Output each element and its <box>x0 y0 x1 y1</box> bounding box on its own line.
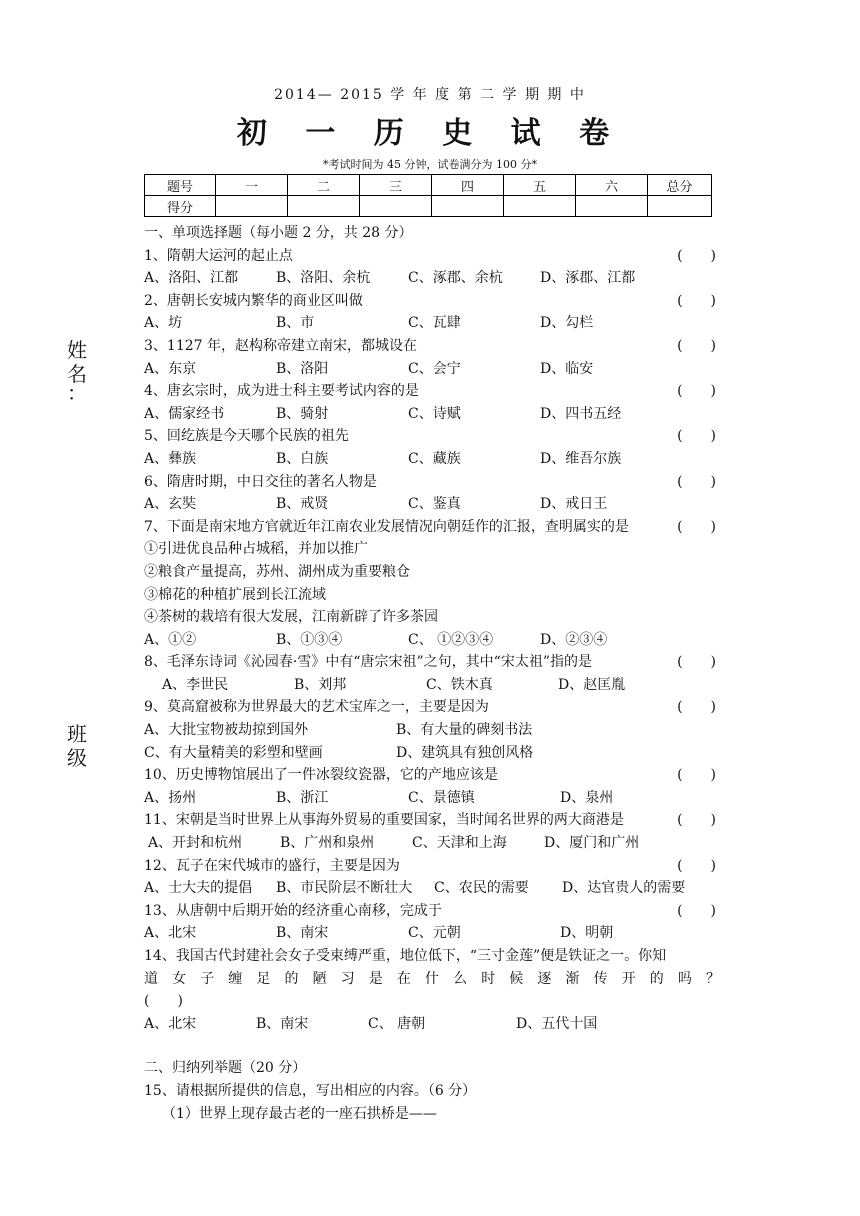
question-text: 7、下面是南宋地方官就近年江南农业发展情况向朝廷作的汇报，查明属实的是 <box>144 518 629 535</box>
option-a: A、大批宝物被劫掠到国外 <box>144 722 309 739</box>
answer-blank[interactable]: ( ) <box>677 383 716 400</box>
option-d: D、勾栏 <box>540 315 594 332</box>
option-b: B、南宋 <box>256 1015 309 1032</box>
option-a: A、玄奘 <box>144 496 197 513</box>
option-a: A、北宋 <box>144 925 197 942</box>
question-text: （1）世界上现存最古老的一座石拱桥是—— <box>162 1105 437 1122</box>
score-header-cell: 四 <box>432 175 504 196</box>
exam-note: *考试时间为 45 分钟，试卷满分为 100 分* <box>323 158 537 171</box>
score-input-cell[interactable] <box>288 196 360 217</box>
option-a: A、洛阳、江都 <box>144 270 239 287</box>
question-options <box>144 832 720 855</box>
option-c: C、诗赋 <box>408 405 461 422</box>
option-a: A、士大夫的提倡 <box>144 880 253 897</box>
answer-blank[interactable]: ( ) <box>677 247 716 264</box>
section-title: 二、归纳列举题（20 分） <box>144 1060 307 1077</box>
answer-blank[interactable]: ( ) <box>677 699 716 716</box>
option-b: B、刘邦 <box>294 676 347 693</box>
question-text: 12、瓦子在宋代城市的盛行，主要是因为 <box>144 857 400 874</box>
option-d: D、达官贵人的需要 <box>562 880 686 897</box>
option-a: A、扬州 <box>144 789 197 806</box>
option-b: B、①③④ <box>276 631 343 648</box>
question-options <box>144 629 720 652</box>
question-options <box>144 358 720 381</box>
answer-blank[interactable]: ( ) <box>677 518 716 535</box>
option-d: D、②③④ <box>540 631 608 648</box>
option-b: B、南宋 <box>276 925 329 942</box>
side-char: 级 <box>67 746 87 770</box>
question-text: 9、莫高窟被称为世界最大的艺术宝库之一，主要是因为 <box>144 699 489 716</box>
side-char: 姓 <box>67 338 87 362</box>
question-options <box>144 922 720 945</box>
question-stem <box>144 425 720 448</box>
option-d: D、维吾尔族 <box>540 450 622 467</box>
option-a: A、①② <box>144 631 197 648</box>
question-options <box>144 877 720 900</box>
exam-term-heading: 2014— 2015 学 年 度 第 二 学 期 期 中 <box>274 87 586 103</box>
option-a: A、东京 <box>144 360 197 377</box>
statement-item: ①引进优良品种占城稻，并加以推广 <box>144 541 368 558</box>
option-a: A、坊 <box>144 315 183 332</box>
question-options <box>144 267 720 290</box>
option-b: B、浙江 <box>276 789 329 806</box>
answer-blank[interactable]: ( ) <box>677 767 716 784</box>
option-c: C、铁木真 <box>426 676 493 693</box>
score-input-cell[interactable] <box>576 196 648 217</box>
score-header-cell: 六 <box>576 175 648 196</box>
option-b: B、洛阳、余杭 <box>276 270 371 287</box>
option-d: D、赵匡胤 <box>558 676 626 693</box>
question-options <box>144 403 720 426</box>
option-c: C、天津和上海 <box>412 835 507 852</box>
question-text: 10、历史博物馆展出了一件冰裂纹瓷器，它的产地应该是 <box>144 767 498 784</box>
score-header-cell: 总分 <box>648 175 712 196</box>
question-text: 5、回纥族是今天哪个民族的祖先 <box>144 428 349 445</box>
option-c: C、元朝 <box>408 925 461 942</box>
option-c: C、景德镇 <box>408 789 475 806</box>
answer-blank[interactable]: ( ) <box>677 812 716 829</box>
option-b: B、市民阶层不断壮大 <box>276 880 413 897</box>
question-stem <box>144 245 720 268</box>
option-c: C、鉴真 <box>408 496 461 513</box>
question-text: 4、唐玄宗时，成为进士科主要考试内容的是 <box>144 383 419 400</box>
question-stem <box>144 516 720 539</box>
score-input-cell[interactable] <box>432 196 504 217</box>
statement-item: ④茶树的栽培有很大发展，江南新辟了许多茶园 <box>144 609 438 626</box>
option-c: C、瓦肆 <box>408 315 461 332</box>
score-input-cell[interactable] <box>360 196 432 217</box>
score-header-cell: 五 <box>504 175 576 196</box>
score-table <box>144 174 712 217</box>
question-options <box>144 1013 720 1036</box>
option-b: B、洛阳 <box>276 360 329 377</box>
question-options <box>144 742 720 765</box>
option-d: D、四书五经 <box>540 405 622 422</box>
question-stem <box>144 809 720 832</box>
side-char: 班 <box>67 722 87 746</box>
answer-blank[interactable]: ( ) <box>677 428 716 445</box>
option-d: D、明朝 <box>560 925 614 942</box>
answer-blank[interactable]: ( ) <box>677 292 716 309</box>
option-b: B、白族 <box>276 450 329 467</box>
question-text: 6、隋唐时期，中日交往的著名人物是 <box>144 473 377 490</box>
question-text: 道 女 子 缠 足 的 陋 习 是 在 什 么 时 候 逐 渐 传 开 的 吗 ？ <box>144 970 720 987</box>
option-c: C、农民的需要 <box>434 880 529 897</box>
score-table-score-row <box>145 196 712 217</box>
option-c: C、涿郡、余杭 <box>408 270 503 287</box>
answer-blank[interactable]: ( ) <box>677 902 716 919</box>
side-char: ： <box>67 381 87 405</box>
question-stem <box>144 900 720 923</box>
side-char: 名 <box>67 362 87 386</box>
answer-blank[interactable]: ( ) <box>677 337 716 354</box>
option-b: B、有大量的碑刻书法 <box>396 722 533 739</box>
option-c: C、有大量精美的彩塑和壁画 <box>144 744 323 761</box>
option-d: D、临安 <box>540 360 594 377</box>
option-a: A、彝族 <box>144 450 197 467</box>
option-b: B、广州和泉州 <box>280 835 375 852</box>
score-header-cell: 三 <box>360 175 432 196</box>
score-table-header-row <box>145 175 712 196</box>
question-stem <box>144 380 720 403</box>
score-header-cell: 二 <box>288 175 360 196</box>
option-a: A、北宋 <box>144 1015 197 1032</box>
score-header-cell: 一 <box>216 175 288 196</box>
question-stem <box>144 471 720 494</box>
question-text: 2、唐朝长安城内繁华的商业区叫做 <box>144 292 363 309</box>
option-d: D、建筑具有独创风格 <box>396 744 534 761</box>
question-stem <box>144 990 720 1013</box>
answer-blank[interactable]: ( ) <box>677 473 716 490</box>
option-d: D、涿郡、江都 <box>540 270 636 287</box>
score-input-cell[interactable] <box>216 196 288 217</box>
option-d: D、泉州 <box>560 789 614 806</box>
student-class-label <box>62 722 92 770</box>
question-options <box>144 493 720 516</box>
exam-title: 初 一 历 史 试 卷 <box>236 116 624 151</box>
option-b: B、骑射 <box>276 405 329 422</box>
exam-content <box>144 222 720 1125</box>
section-title: 一、单项选择题（每小题 2 分，共 28 分） <box>144 225 413 241</box>
statement-item: ③棉花的种植扩展到长江流域 <box>144 586 326 603</box>
option-a: A、李世民 <box>162 676 229 693</box>
option-c: C、 唐朝 <box>368 1015 426 1032</box>
question-options <box>144 719 720 742</box>
score-input-cell[interactable] <box>504 196 576 217</box>
option-c: C、藏族 <box>408 450 461 467</box>
question-text: 8、毛泽东诗词《沁园春·雪》中有“唐宗宋祖”之句，其中“宋太祖”指的是 <box>144 654 592 671</box>
question-stem <box>144 855 720 878</box>
question-stem <box>144 290 720 313</box>
question-options <box>144 448 720 471</box>
question-stem <box>144 696 720 719</box>
question-options <box>144 312 720 335</box>
option-d: D、五代十国 <box>516 1015 598 1032</box>
statement-item: ②粮食产量提高，苏州、湖州成为重要粮仓 <box>144 563 410 580</box>
option-a: A、儒家经书 <box>144 405 225 422</box>
answer-blank[interactable]: ( ) <box>144 993 183 1010</box>
question-stem <box>144 651 720 674</box>
question-text: 3、1127 年，赵构称帝建立南宋，都城设在 <box>144 337 417 354</box>
score-input-cell[interactable] <box>648 196 712 217</box>
question-options <box>144 674 720 697</box>
option-c: C、会宁 <box>408 360 461 377</box>
question-text: 15、请根据所提供的信息，写出相应的内容。（6 分） <box>144 1082 477 1099</box>
score-header-cell: 题号 <box>145 175 216 196</box>
score-row-label: 得分 <box>145 196 216 217</box>
question-text: 11、宋朝是当时世界上从事海外贸易的重要国家，当时闻名世界的两大商港是 <box>144 812 624 829</box>
question-options <box>144 787 720 810</box>
option-b: B、戒贤 <box>276 496 329 513</box>
option-b: B、市 <box>276 315 315 332</box>
question-text: 13、从唐朝中后期开始的经济重心南移，完成于 <box>144 902 442 919</box>
question-text: 14、我国古代封建社会女子受束缚严重，地位低下，“三寸金莲”便是铁证之一。你知 <box>144 948 667 964</box>
answer-blank[interactable]: ( ) <box>677 654 716 671</box>
option-a: A、开封和杭州 <box>148 835 243 852</box>
question-text: 1、隋朝大运河的起止点 <box>144 247 293 264</box>
option-d: D、戒日王 <box>540 496 608 513</box>
question-stem <box>144 335 720 358</box>
student-name-label <box>62 338 92 405</box>
option-c: C、 ①②③④ <box>408 631 494 648</box>
question-stem <box>144 764 720 787</box>
option-d: D、厦门和广州 <box>544 835 640 852</box>
answer-blank[interactable]: ( ) <box>677 857 716 874</box>
